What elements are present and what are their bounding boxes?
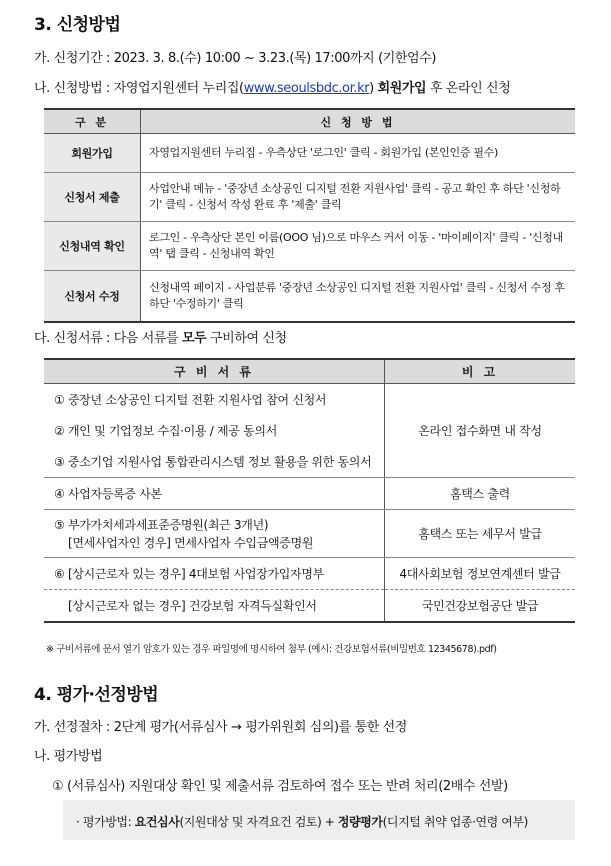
docs-prefix: 다. 신청서류 : 다음 서류를 xyxy=(34,331,182,346)
row-label: 신청서 제출 xyxy=(44,173,141,222)
application-method xyxy=(34,77,510,96)
row-text: 로그인 - 우측상단 본인 이름(OOO 님)으로 마우스 커서 이동 - '마이페이지' 클릭 - '신청내역' 탭 클릭 - 신청내역 확인 xyxy=(141,222,576,271)
application-period: 가. 신청기간 : 2023. 3. 8.(수) 10:00 ~ 3.23.(목) 17:00까지 (기한엄수) xyxy=(34,51,437,66)
box-bold-2: 정량평가 xyxy=(337,815,383,829)
method-prefix: 나. 신청방법 : 자영업지원센터 누리집( xyxy=(34,81,244,96)
docs-suffix: 구비하여 신청 xyxy=(206,331,287,346)
box-bold-1: 요건심사 xyxy=(134,815,180,829)
document-remark: 온라인 접수화면 내 작성 xyxy=(385,384,576,478)
method-suffix: 후 온라인 신청 xyxy=(426,81,511,96)
section-4-title: 4. 평가·선정방법 xyxy=(34,685,159,705)
section-3-title: 3. 신청방법 xyxy=(34,15,121,35)
table-header-documents: 구 비 서 류 xyxy=(44,359,385,384)
box-suffix: (디지털 취약 업종·연령 여부) xyxy=(382,815,528,829)
table-row xyxy=(44,558,575,590)
document-item: ⑤ 부가가치세과세표준증명원(최근 3개년) xyxy=(54,517,269,532)
evaluation-method-title: 나. 평가방법 xyxy=(34,749,103,764)
row-text: 사업안내 메뉴 - '중장년 소상공인 디지털 전환 지원사업' 클릭 - 공고 확인 후 하단 '신청하기' 클릭 - 신청서 작성 완료 후 '제출' 클릭 xyxy=(141,173,576,222)
document-remark: 홈택스 출력 xyxy=(385,478,576,510)
row-label: 회원가입 xyxy=(44,134,141,173)
document-item: [상시근로자 없는 경우] 건강보험 자격득실확인서 xyxy=(68,599,317,613)
row-label: 신청서 수정 xyxy=(44,271,141,323)
table-row xyxy=(44,590,575,623)
table-header-category: 구 분 xyxy=(44,109,141,134)
required-documents-table xyxy=(44,358,575,623)
box-prefix: · 평가방법: xyxy=(76,815,135,829)
row-text: 자영업지원센터 누리집 - 우측상단 '로그인' 클릭 - 회원가입 (본인인증 필수) xyxy=(141,134,576,173)
document-item: ⑥ [상시근로자 있는 경우] 4대보험 사업장가입자명부 xyxy=(44,558,385,590)
document-item: ④ 사업자등록증 사본 xyxy=(44,478,385,510)
row-text: 신청내역 페이지 - 사업분류 '중장년 소상공인 디지털 전환 지원사업' 클릭 - 신청서 수정 후 하단 '수정하기' 클릭 xyxy=(149,281,565,310)
table-header-remarks: 비 고 xyxy=(385,359,576,384)
table-row xyxy=(44,173,575,222)
document-item-multi xyxy=(44,510,385,558)
document-item: ③ 중소기업 지원사업 통합관리시스템 정보 활용을 위한 동의서 xyxy=(44,446,385,478)
method-bold: 회원가입 xyxy=(377,81,427,96)
selection-procedure: 가. 선정절차 : 2단계 평가(서류심사 → 평가위원회 심의)를 통한 선정 xyxy=(34,720,407,735)
application-method-table xyxy=(44,108,575,323)
document-item: ② 개인 및 기업정보 수집·이용 / 제공 동의서 xyxy=(54,424,277,438)
docs-bold: 모두 xyxy=(181,331,207,346)
document-remark: 홈택스 또는 세무서 발급 xyxy=(385,510,576,558)
footnote: ※ 구비서류에 문서 열기 암호가 있는 경우 파일명에 명시하여 첨부 (예시: 건강보험서류(비밀번호 12345678).pdf) xyxy=(46,644,497,655)
document-item: [면세사업자인 경우] 면세사업자 수입금액증명원 xyxy=(68,535,314,550)
table-row xyxy=(44,384,575,416)
table-row xyxy=(44,478,575,510)
document-item: ① 중장년 소상공인 디지털 전환 지원사업 참여 신청서 xyxy=(54,393,327,407)
box-mid: (지원대상 및 자격요건 검토) + xyxy=(179,815,338,829)
row-label: 신청내역 확인 xyxy=(44,222,141,271)
document-remark: 국민건강보험공단 발급 xyxy=(385,590,576,623)
document-review-step: ① (서류심사) 지원대상 확인 및 제출서류 검토하여 접수 또는 반려 처리(2배수 선발) xyxy=(52,779,508,794)
required-documents-line xyxy=(34,327,287,346)
table-header-method: 신 청 방 법 xyxy=(141,109,576,134)
document-remark: 4대사회보험 정보연계센터 발급 xyxy=(385,558,576,590)
table-row xyxy=(44,134,575,173)
method-mid: ) xyxy=(369,81,378,96)
table-row xyxy=(44,271,575,323)
website-link[interactable]: www.seoulsbdc.or.kr xyxy=(243,81,370,96)
evaluation-method-text xyxy=(76,813,528,830)
table-row xyxy=(44,222,575,271)
table-row xyxy=(44,510,575,558)
